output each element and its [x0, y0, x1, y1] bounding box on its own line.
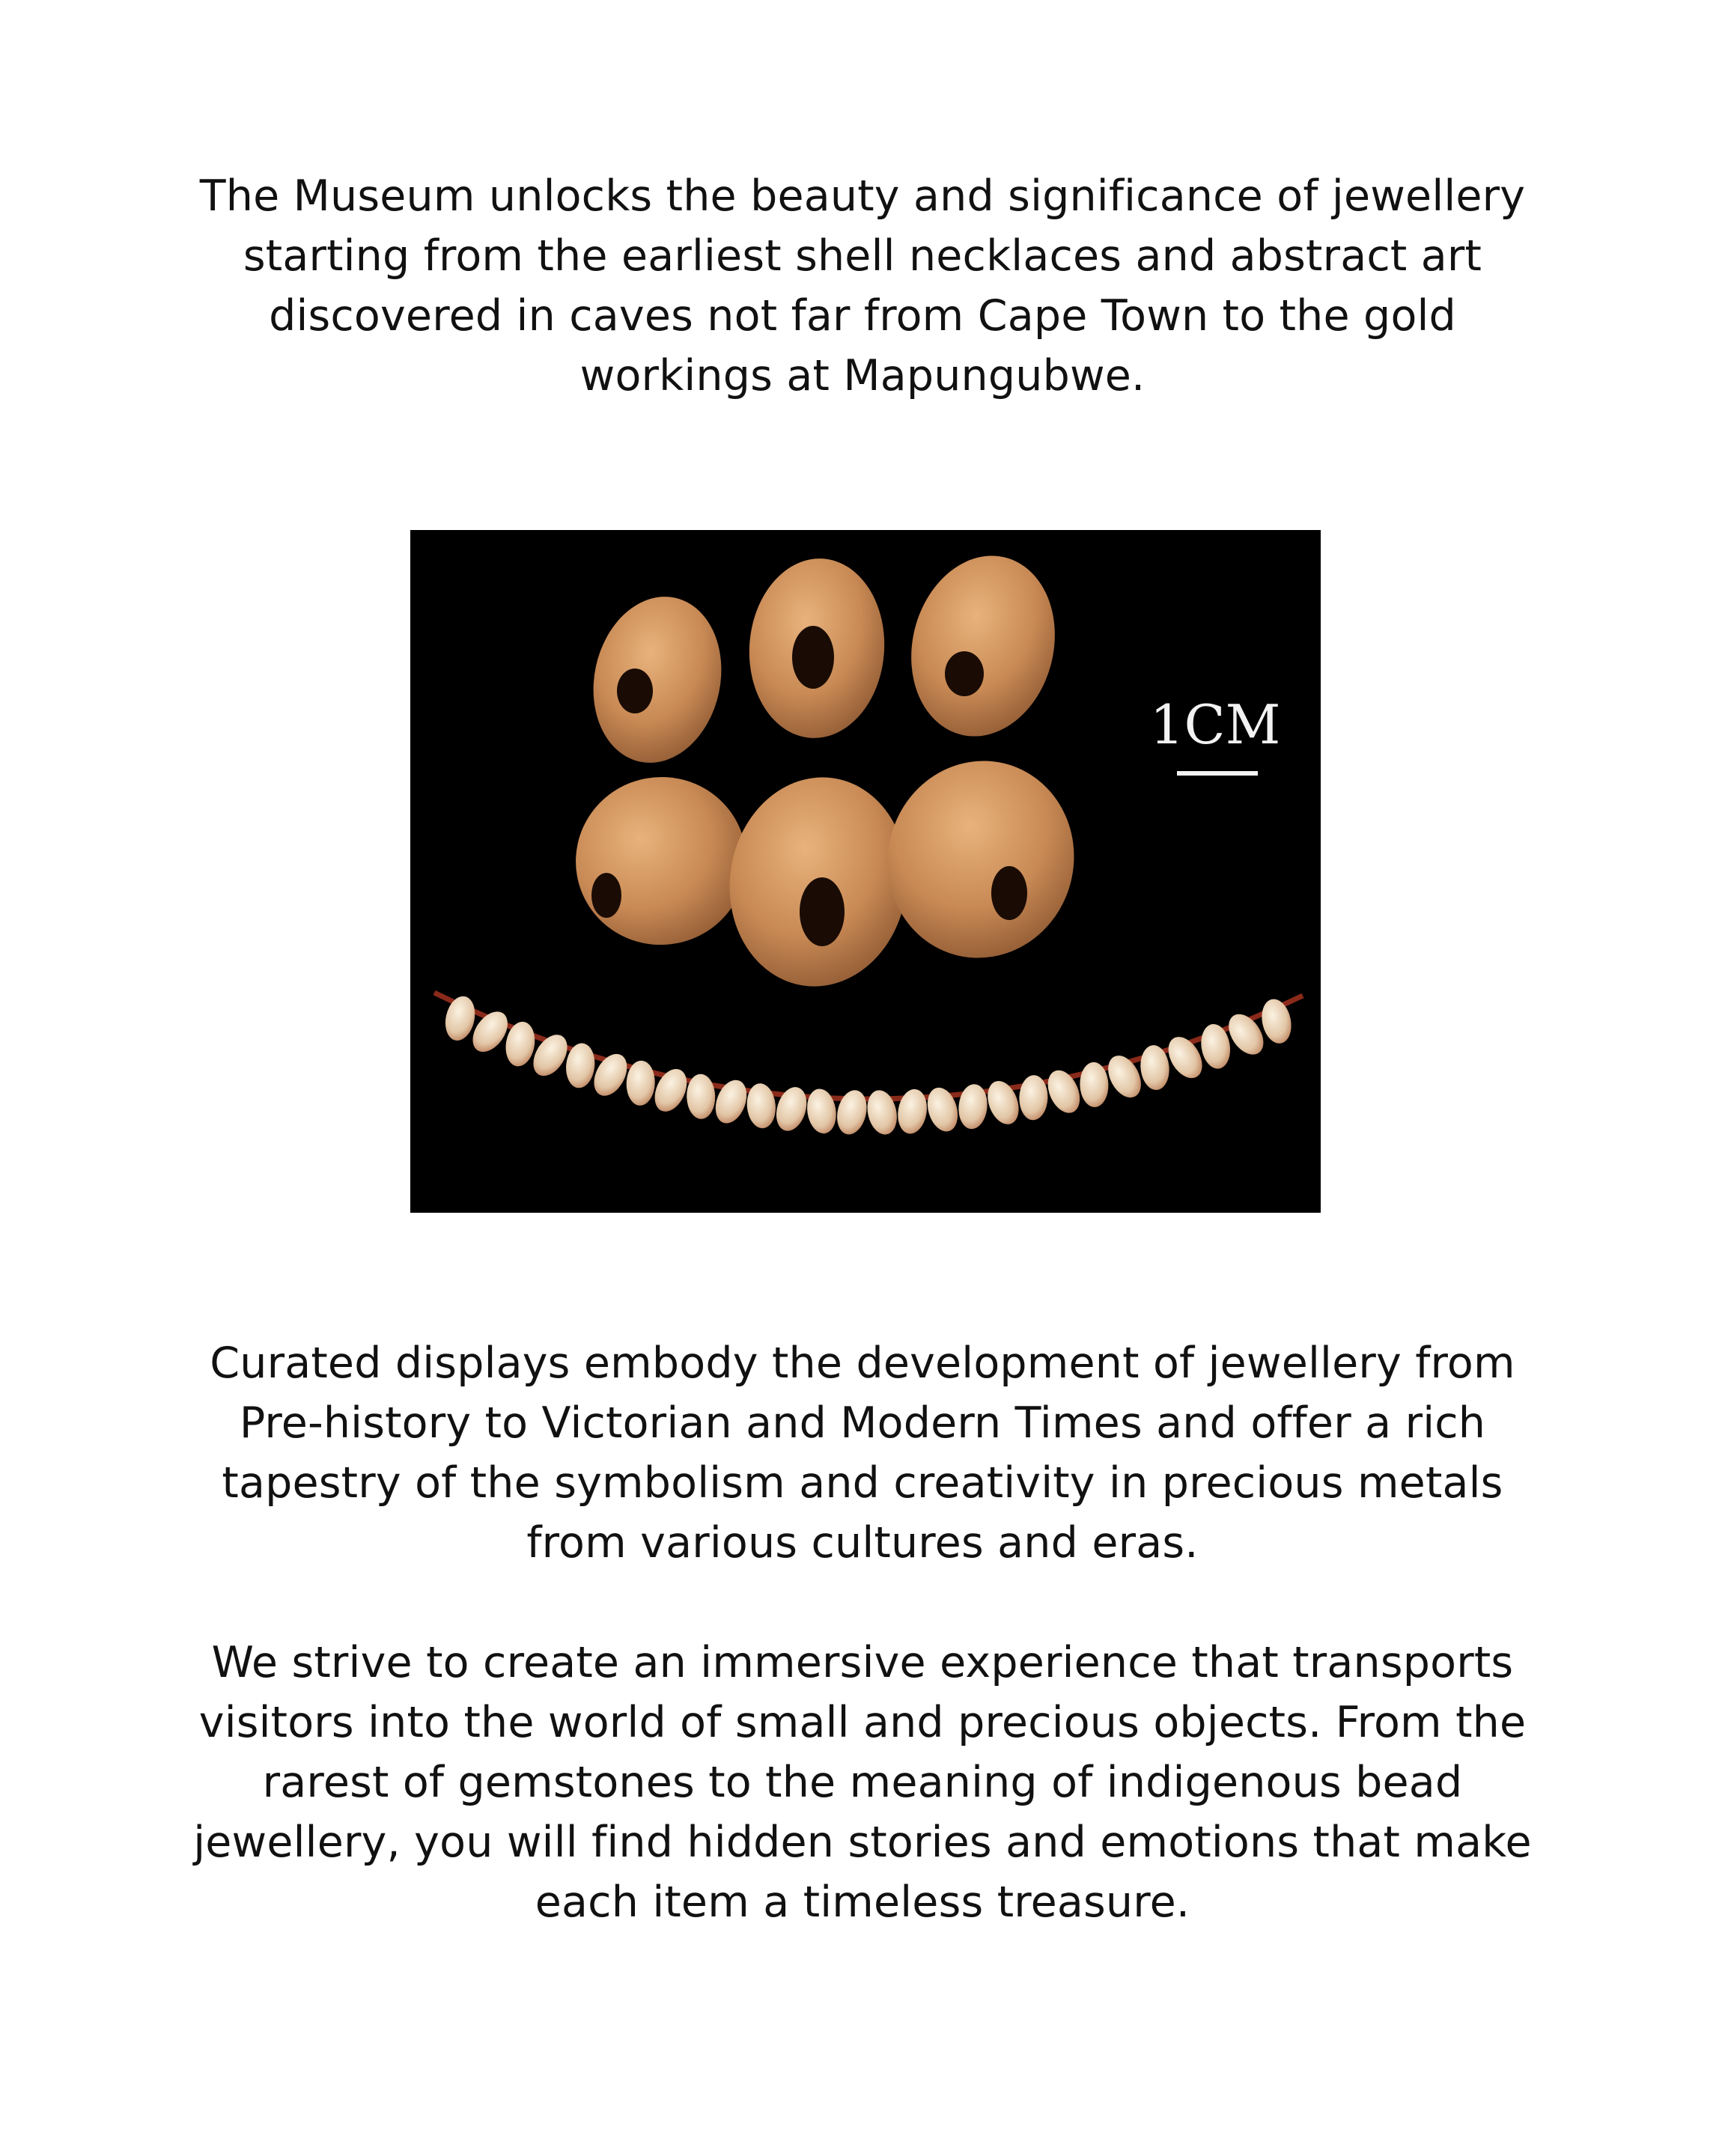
necklace-bead [771, 1083, 812, 1134]
necklace-bead [833, 1087, 871, 1137]
strive-paragraph: We strive to create an immersive experience that transports visitors into the world of small and precious objects. From the rarest of gemstones to the meaning of indigenous bead jewellery, you will find hidden stories and emotions that make each item a timeless treasure. [193, 1638, 1532, 1927]
necklace-bead [804, 1087, 839, 1136]
shell-4 [562, 764, 759, 958]
scale-bar [1177, 771, 1258, 776]
shell-beads-illustration [410, 530, 1321, 1213]
shell-6 [867, 741, 1095, 978]
shell-1 [579, 585, 737, 775]
intro-paragraph: The Museum unlocks the beauty and significance of jewellery starting from the earliest shell necklaces and abstract art discovered in caves not far from Cape Town to the gold workings at Mapungubwe. [199, 171, 1526, 401]
necklace-bead [922, 1084, 963, 1135]
curated-paragraph: Curated displays embody the development of jewellery from Pre-history to Victorian and Modern Times and offer a rich tapestry of the symbolism and creativity in precious metals from various cultures and eras. [210, 1339, 1515, 1568]
scale-label: 1CM [1149, 693, 1281, 756]
necklace-bead [895, 1087, 930, 1136]
necklace-beads [441, 993, 1294, 1137]
necklace-bead [863, 1087, 901, 1137]
shell-beads-photo [410, 530, 1321, 1213]
shell-2 [743, 554, 890, 743]
shell-3 [892, 540, 1073, 752]
